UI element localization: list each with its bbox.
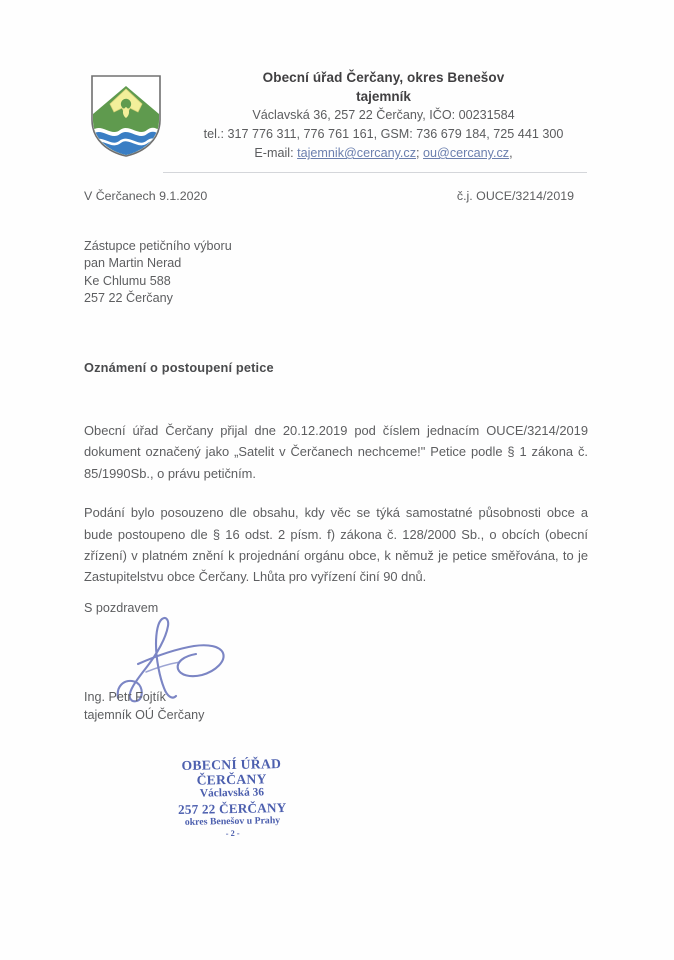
- signer-name: Ing. Petr Fojtík: [84, 690, 166, 704]
- office-emails: [168, 143, 599, 163]
- header-divider: [163, 172, 587, 173]
- signer-block: [84, 689, 204, 724]
- recipient-line-3: Ke Chlumu 588: [84, 273, 171, 288]
- stamp-line-4: okres Benešov u Prahy: [184, 814, 281, 828]
- office-name: Obecní úřad Čerčany, okres Benešov: [262, 70, 505, 85]
- body-paragraph-1: Obecní úřad Čerčany přijal dne 20.12.2019 pod číslem jednacím OUCE/3214/2019 dokument označený jako „Satelit v Čerčanech nechceme!" Petice podle § 1 zákona č. 85/1990Sb., o právu petičním.: [84, 423, 588, 481]
- place-and-date: V Čerčanech 9.1.2020: [84, 189, 208, 203]
- closing-salutation: S pozdravem: [84, 601, 159, 615]
- municipal-crest: [90, 74, 168, 158]
- recipient-address-block: [84, 238, 232, 308]
- stamp-line-3: 257 22 ČERČANY: [177, 799, 287, 817]
- email-label: E-mail:: [254, 146, 294, 160]
- body-paragraph-2: Podání bylo posouzeno dle obsahu, kdy věc se týká samostatné působnosti obce a bude postoupeno dle § 16 odst. 2 písm. f) zákona č. 128/2000 Sb., o obcích (obecní zřízení) v platném znění k projednání orgánu obce, k němuž je petice směřována, to je Zastupitelstvu obce Čerčany. Lhůta pro vyřízení činí 90 dnů.: [84, 505, 588, 585]
- letter-body: [84, 420, 588, 588]
- subject-heading: Oznámení o postoupení petice: [84, 360, 274, 375]
- stamp-line-1: OBECNÍ ÚŘAD ČERČANY: [181, 756, 282, 788]
- office-phones: tel.: 317 776 311, 776 761 161, GSM: 736 679 184, 725 441 300: [203, 126, 564, 141]
- reference-number: č.j. OUCE/3214/2019: [456, 189, 574, 203]
- office-address: Václavská 36, 257 22 Čerčany, IČO: 00231584: [252, 108, 515, 122]
- meta-row: [84, 189, 574, 203]
- recipient-line-4: 257 22 Čerčany: [84, 291, 173, 306]
- coat-of-arms-icon: [90, 74, 162, 158]
- signer-title: tajemník OÚ Čerčany: [84, 707, 205, 722]
- email-link-ou[interactable]: ou@cercany.cz: [423, 146, 510, 160]
- stamp-page-number: - 2 -: [225, 828, 240, 839]
- email-trailing-comma: ,: [509, 146, 513, 160]
- email-separator: ;: [416, 146, 420, 160]
- official-stamp: [145, 755, 319, 840]
- stamp-line-2: Václavská 36: [199, 786, 265, 800]
- letterhead-text: [168, 66, 674, 163]
- letterhead: [0, 66, 674, 163]
- recipient-line-2: pan Martin Nerad: [84, 256, 182, 271]
- email-link-tajemnik[interactable]: tajemnik@cercany.cz: [297, 146, 417, 160]
- office-role: tajemník: [356, 89, 411, 104]
- recipient-line-1: Zástupce petičního výboru: [84, 239, 232, 253]
